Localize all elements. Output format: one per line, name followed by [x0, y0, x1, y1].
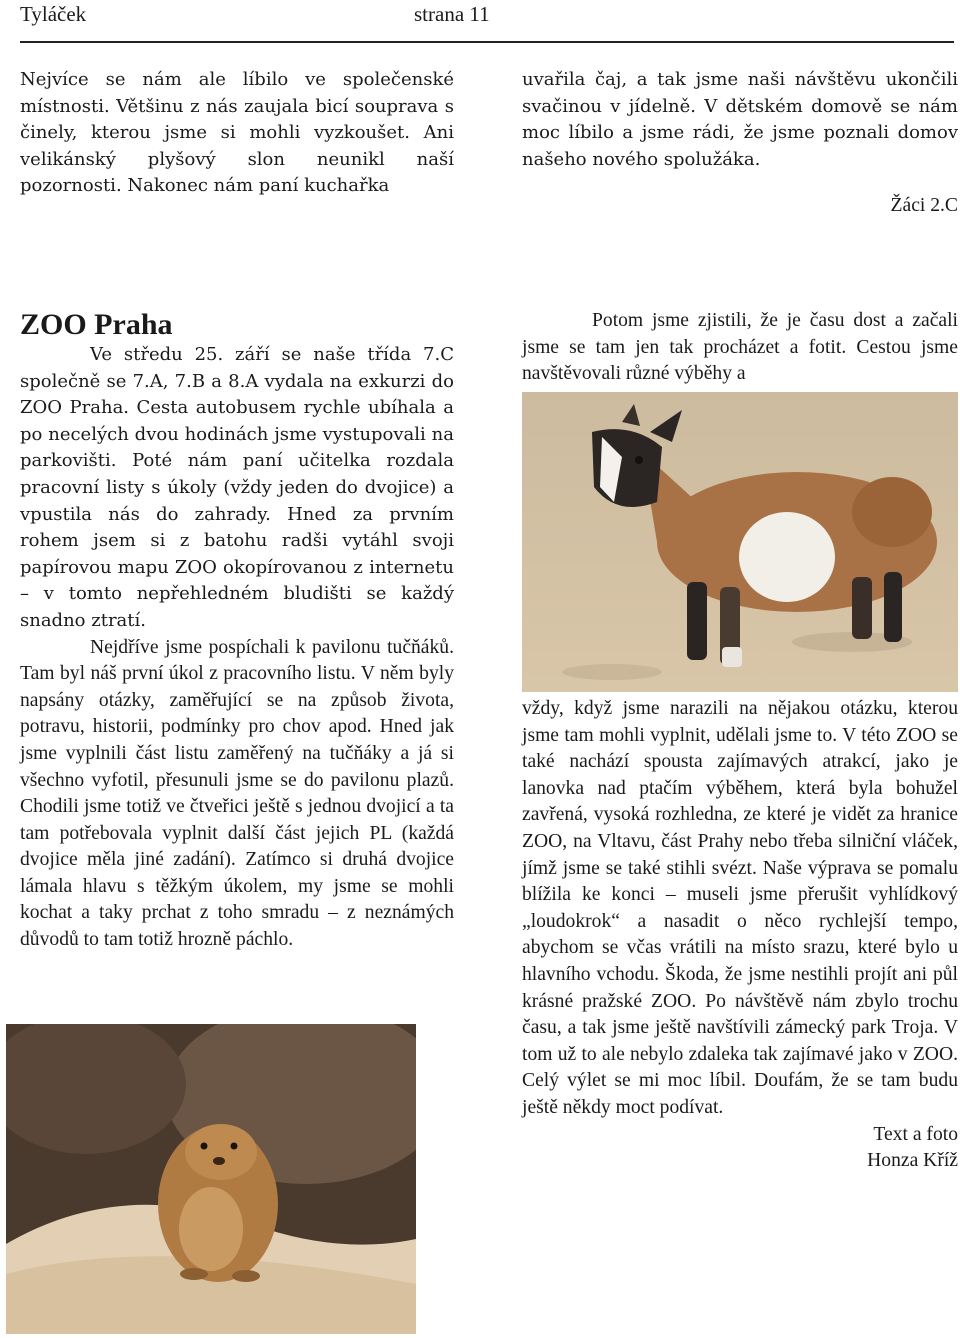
prev-article-right-column [522, 67, 958, 220]
article-title: ZOO Praha [20, 308, 173, 341]
article-paragraph: Ve středu 25. září se naše třída 7.C společně se 7.A, 7.B a 8.A vydala na exkurzi do ZOO Praha. Cesta autobusem rychle ubíhala a po necelých dvou hodinách jsme vystupovali na parkovišti. Poté nám paní učitelka rozdala pracovní listy s úkoly (vždy jeden do dvojice) a vpustila nás do zahrady. Hned za prvním rohem jsem si z batohu radši vytáhl svoji papírovou mapu ZOO okopírovanou z internetu – v tomto nepřehledném bludišti se každý snadno ztratí. [20, 344, 454, 631]
prairie-dog-illustration [6, 1024, 416, 1334]
page-header [0, 0, 960, 46]
article-paragraph: Potom jsme zjistili, že je času dost a začali jsme se tam jen tak procházet a fotit. Cestou jsme navštěvovali různé výběhy a [522, 310, 958, 385]
prev-article-signature: Žáci 2.C [890, 195, 958, 217]
article-left-column [20, 342, 454, 954]
article-paragraph: vždy, když jsme narazili na nějakou otázku, kterou jsme tam mohli vyplnit, udělali jsme to. V této ZOO se také nachází spousta zajímavých atrakcí, jako je lanovka nad ptačím výběhem, která byla bohužel zavřená, vysoká rozhledna, ze které je vidět za hranice ZOO, na Vltavu, část Prahy nebo třeba silniční vláček, jímž jsme se také stihli svézt. Naše výprava se pomalu blížila ke konci – museli jsme přerušit vyhlídkový „loudokrok“ a nasadit o něco rychlejší tempo, abychom se včas vrátili na místo srazu, které bylo u hlavního vchodu. Škoda, že jsme nestihli projít ani půl krásné pražské ZOO. Po návštěvě nám zbylo trochu času, a tak jsme ještě navštívili zámecký park Troja. V tom už to ale nebylo zdaleka tak zajímavé jako v ZOO. Celý výlet se mi moc líbil. Doufám, že se tam budu ještě někdy moct podívat. [522, 698, 958, 1118]
header-divider [20, 41, 954, 43]
author-name: Honza Kříž [867, 1150, 958, 1172]
prev-article-text-right: uvařila čaj, a tak jsme naši návštěvu ukončili svačinou v jídelně. V dětském domově se nám moc líbilo a jsme rádi, že jsme poznali domov našeho nového spolužáka. [522, 69, 958, 170]
prairie-dog-photo [6, 1024, 416, 1334]
goat-photo [522, 392, 958, 692]
article-right-intro [522, 308, 958, 388]
magazine-name: Tyláček [20, 2, 87, 26]
article-right-column [522, 696, 958, 1175]
page-number: strana 11 [414, 2, 490, 26]
prev-article-text-left: Nejvíce se nám ale líbilo ve společenské místnosti. Většinu z nás zaujala bicí souprava s činely, kterou jsme si mohli vyzkoušet. Ani velikánský plyšový slon neunikl naší pozornosti. Nakonec nám paní kuchařka [20, 69, 454, 197]
author-credit-label: Text a foto [873, 1123, 958, 1145]
article-paragraph: Nejdříve jsme pospíchali k pavilonu tučňáků. Tam byl náš první úkol z pracovního listu. V něm byly napsány otázky, zaměřující se na způsob života, potravu, historii, podmínky pro chov apod. Hned jak jsme vyplnili část listu zaměřený na tučňáky a já si všechno vyfotil, přesunuli jsme se do pavilonu plazů. Chodili jsme totiž ve čtveřici ještě s jednou dvojicí a ta tam potřebovala vyplnit další část jejich PL (každá dvojice měla jiné zadání). Zatímco si druhá dvojice lámala hlavu s těžkým úkolem, my jsme se mohli kochat a taky prchat z toho smradu – z neznámých důvodů to tam totiž hrozně páchlo. [20, 636, 454, 951]
goat-illustration [522, 392, 958, 692]
prev-article-left-column [20, 67, 454, 200]
